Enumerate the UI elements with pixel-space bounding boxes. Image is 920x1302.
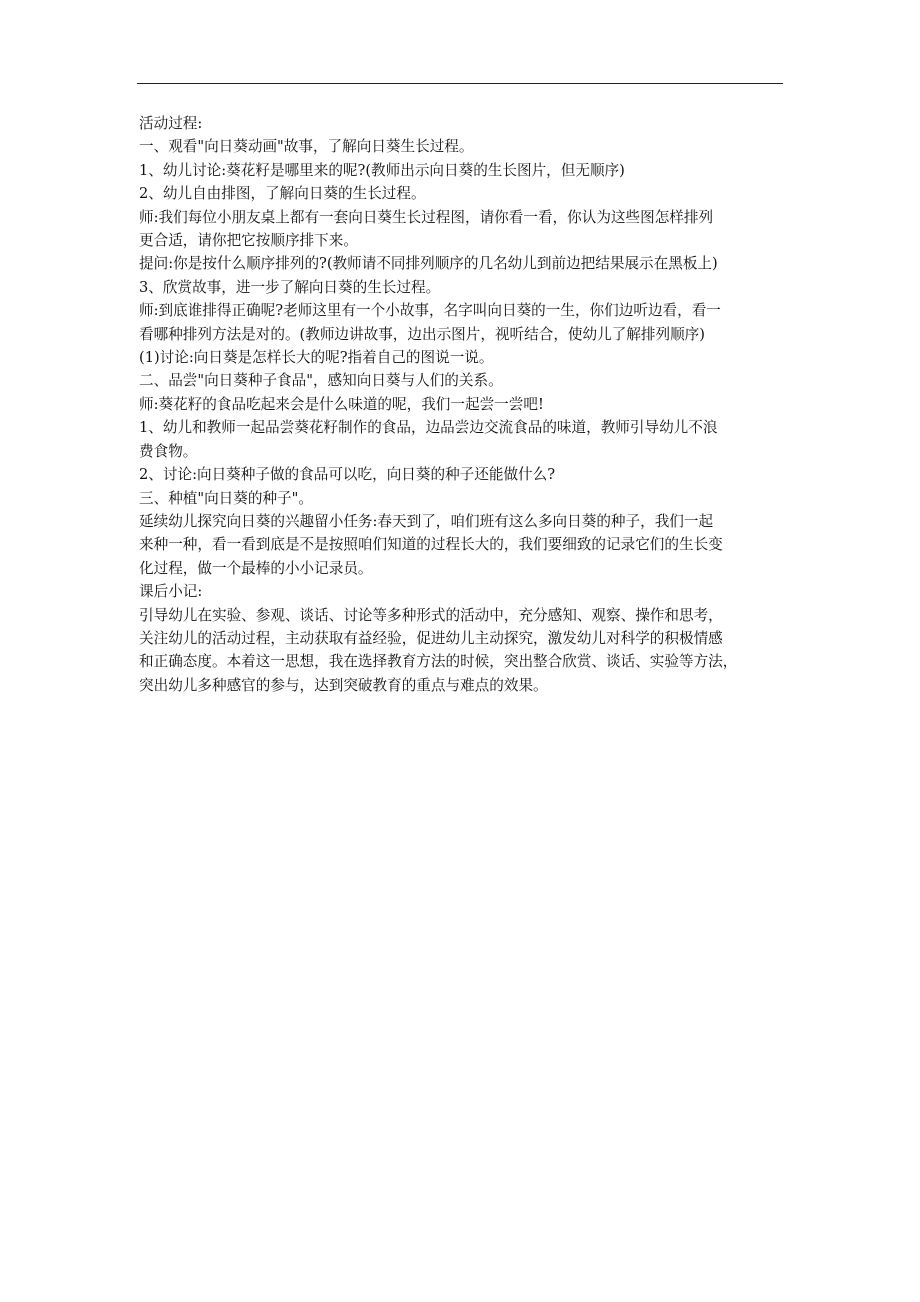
text-line: 来种一种，看一看到底是不是按照咱们知道的过程长大的，我们要细致的记录它们的生长变 (139, 536, 723, 554)
document-body (139, 112, 785, 697)
text-line: 1、幼儿和教师一起品尝葵花籽制作的食品，边品尝边交流食品的味道，教师引导幼儿不浪 (139, 419, 718, 437)
text-line: 关注幼儿的活动过程，主动获取有益经验，促进幼儿主动探究，激发幼儿对科学的积极情感 (139, 629, 723, 647)
text-line: 引导幼儿在实验、参观、谈话、讨论等多种形式的活动中，充分感知、观察、操作和思考， (139, 606, 723, 624)
step-three-heading: 三、种植"向日葵的种子"。 (139, 489, 313, 507)
section-heading-process: 活动过程: (139, 115, 203, 132)
header-rule (137, 83, 783, 84)
text-line: 突出幼儿多种感官的参与，达到突破教育的重点与难点的效果。 (139, 676, 548, 694)
text-line: 化过程，做一个最棒的小小记录员。 (139, 559, 373, 577)
step-two-heading: 二、品尝"向日葵种子食品"，感知向日葵与人们的关系。 (139, 372, 503, 390)
text-line: 和正确态度。本着这一思想，我在选择教育方法的时候，突出整合欣赏、谈话、实验等方法， (139, 653, 738, 671)
text-line: 提问:你是按什么顺序排列的?(教师请不同排列顺序的几名幼儿到前边把结果展示在黑板上) (139, 255, 718, 273)
text-line: 3、欣赏故事，进一步了解向日葵的生长过程。 (139, 278, 441, 296)
text-line: 看哪种排列方法是对的。(教师边讲故事，边出示图片，视听结合，使幼儿了解排列顺序) (139, 325, 705, 343)
step-one-heading: 一、观看"向日葵动画"故事，了解向日葵生长过程。 (139, 138, 474, 156)
text-line: 1、幼儿讨论:葵花籽是哪里来的呢?(教师出示向日葵的生长图片，但无顺序) (139, 161, 625, 179)
text-line: 2、幼儿自由排图，了解向日葵的生长过程。 (139, 185, 426, 203)
text-line: 2、讨论:向日葵种子做的食品可以吃，向日葵的种子还能做什么? (139, 466, 556, 484)
text-line: 延续幼儿探究向日葵的兴趣留小任务:春天到了，咱们班有这么多向日葵的种子，我们一起 (139, 512, 714, 530)
text-line: 师:我们每位小朋友桌上都有一套向日葵生长过程图，请你看一看，你认为这些图怎样排列 (139, 208, 714, 226)
text-line: 更合适，请你把它按顺序排下来。 (139, 232, 358, 250)
section-heading-notes: 课后小记: (139, 583, 203, 601)
text-line: 费食物。 (139, 442, 198, 460)
text-line: 师:到底谁排得正确呢?老师这里有一个小故事，名字叫向日葵的一生，你们边听边看，看一 (139, 302, 721, 320)
text-line: (1)讨论:向日葵是怎样长大的呢?指着自己的图说一说。 (139, 349, 494, 367)
text-line: 师:葵花籽的食品吃起来会是什么味道的呢，我们一起尝一尝吧! (139, 395, 544, 413)
